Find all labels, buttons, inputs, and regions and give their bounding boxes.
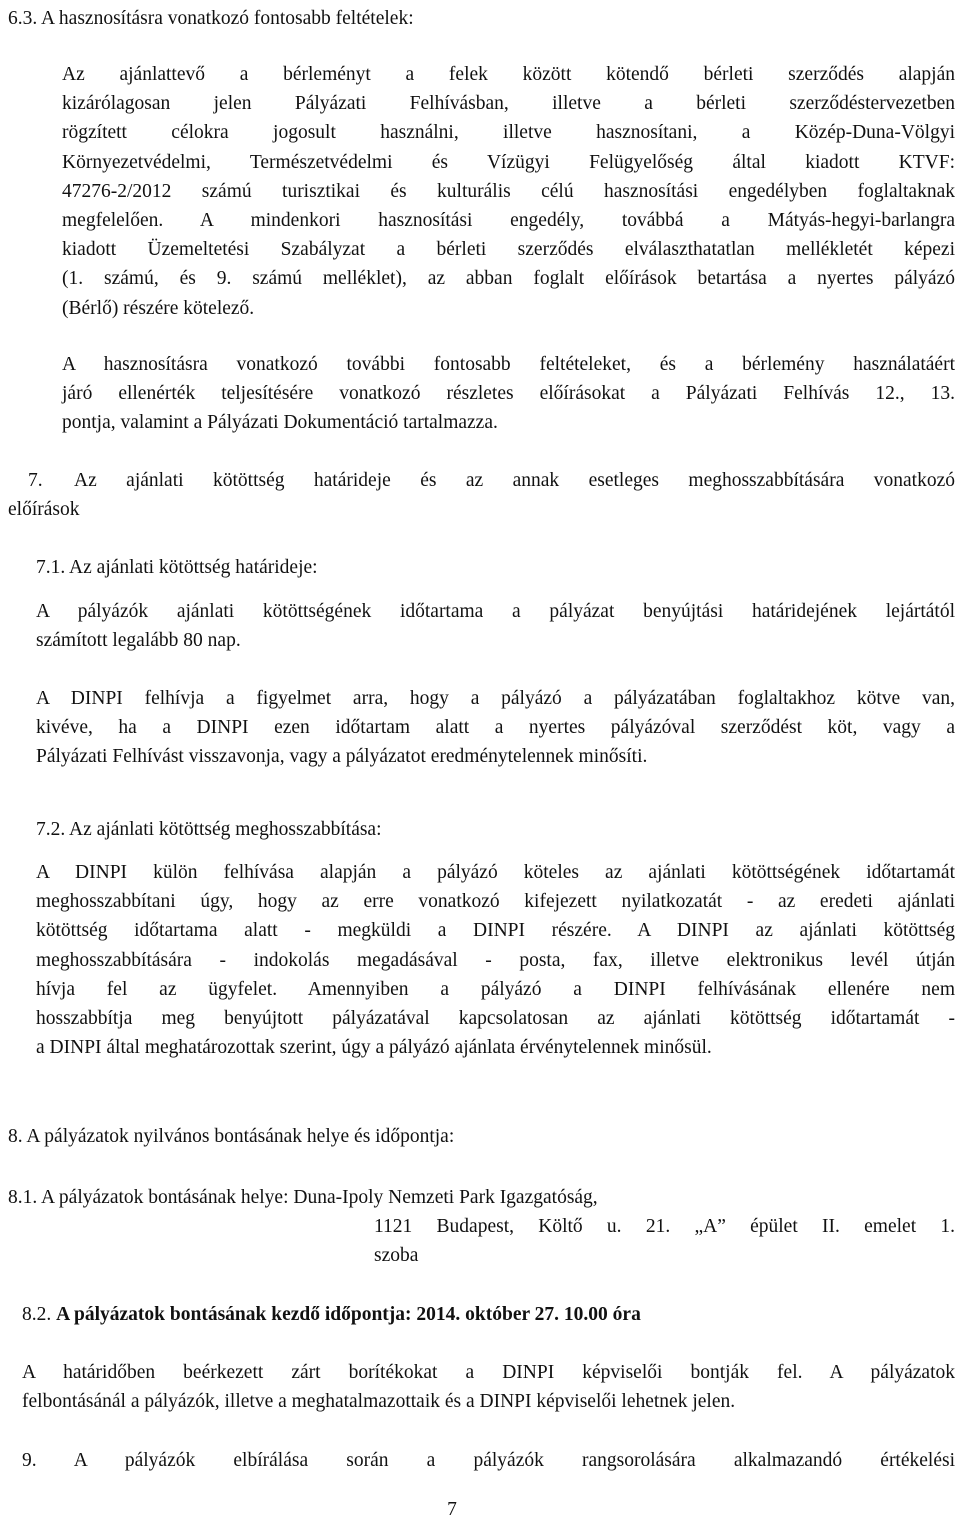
text-line: A határidőben beérkezett zárt borítékokat a DINPI képviselői bontják fel. A pályázatok — [22, 1362, 955, 1383]
page-number-text: 7 — [447, 1499, 457, 1520]
page-number — [0, 1495, 904, 1524]
text-line: meghosszabbítani úgy, hogy az erre vonatkozó kifejezett nyilatkozatát - az eredeti ajánlati — [36, 891, 955, 913]
text-line: pontja, valamint a Pályázati Dokumentáció tartalmazza. — [62, 412, 498, 434]
heading-text: 7.2. Az ajánlati kötöttség meghosszabbítása: — [36, 819, 382, 840]
text-line: számított legalább 80 nap. — [36, 630, 241, 652]
section-8-heading — [8, 1122, 454, 1151]
text-line: rögzített célokra jogosult használni, illetve hasznosítani, a Közép-Duna-Völgyi — [62, 122, 955, 144]
opening-time: A pályázatok bontásának kezdő időpontja: 2014. október 27. 10.00 óra — [56, 1304, 641, 1325]
section-7-1-paragraph-1 — [36, 597, 955, 655]
text-line: kiadott Üzemeltetési Szabályzat a bérleti szerződés elválaszthatatlan mellékletét képezi — [62, 239, 955, 261]
heading-text: 7.1. Az ajánlati kötöttség határideje: — [36, 557, 318, 578]
section-number: 8.2. — [22, 1304, 52, 1325]
location-prefix: 8.1. A pályázatok bontásának helye: Duna-Ipoly Nemzeti Park Igazgatóság, — [8, 1187, 598, 1208]
text-line: (1. számú, és 9. számú melléklet), az abban foglalt előírások betartása a nyertes pályázó — [62, 268, 955, 290]
text-line: kizárólagosan jelen Pályázati Felhívásban, illetve a bérleti szerződéstervezetben — [62, 93, 955, 115]
text-line: Környezetvédelmi, Természetvédelmi és Vízügyi Felügyelőség által kiadott KTVF: — [62, 151, 955, 173]
section-7-1-paragraph-2 — [36, 684, 955, 772]
text-line: hosszabbítja meg benyújtott pályázatával kapcsolatosan az ajánlati kötöttség időtartamát - — [36, 1008, 955, 1030]
text-line: 47276-2/2012 számú turisztikai és kulturális célú hasznosítási engedélyben foglaltaknak — [62, 180, 955, 202]
text-line: Pályázati Felhívást visszavonja, vagy a pályázatot eredménytelennek minősíti. — [36, 746, 648, 768]
text-line: A DINPI felhívja a figyelmet arra, hogy a pályázó a pályázatában foglaltakhoz kötve van, — [36, 688, 955, 709]
text-line: meghosszabbítására - indokolás megadásával - posta, fax, illetve elektronikus levél útján — [36, 949, 955, 971]
heading-text: 6.3. A hasznosításra vonatkozó fontosabb feltételek: — [8, 8, 414, 29]
section-6-3-heading — [8, 4, 414, 33]
section-6-3-paragraph-2 — [62, 350, 955, 438]
heading-text: 8. A pályázatok nyilvános bontásának helye és időpontja: — [8, 1126, 455, 1147]
text-line: kötöttség időtartama alatt - megküldi a DINPI részére. A DINPI az ajánlati kötöttség — [36, 920, 955, 942]
section-8-1-address — [374, 1212, 955, 1270]
section-7-heading — [8, 466, 955, 524]
section-8-2-line — [22, 1300, 641, 1329]
heading-text: Az ajánlati kötöttség határideje és az annak esetleges meghosszabbítására vonatkozó — [74, 470, 955, 491]
text-line: A hasznosításra vonatkozó további fontosabb feltételeket, és a bérlemény használatáért — [62, 354, 955, 375]
heading-text: 9. A pályázók elbírálása során a pályázók rangsorolására alkalmazandó értékelési — [22, 1450, 955, 1471]
section-7-1-heading — [36, 553, 318, 582]
section-8-paragraph-1 — [22, 1358, 955, 1416]
text-line: (Bérlő) részére kötelező. — [62, 297, 255, 319]
text-line: A DINPI külön felhívása alapján a pályázó köteles az ajánlati kötöttségének időtartamát — [36, 862, 955, 883]
section-7-2-paragraph-1 — [36, 858, 955, 1062]
text-line: A pályázók ajánlati kötöttségének időtartama a pályázat benyújtási határidejének lejártától — [36, 601, 955, 622]
heading-number: 7. — [28, 470, 43, 491]
heading-line-1 — [8, 466, 955, 495]
text-line: kivéve, ha a DINPI ezen időtartam alatt a nyertes pályázóval szerződést köt, vagy a — [36, 717, 955, 739]
text-line: a DINPI által meghatározottak szerint, úgy a pályázó ajánlata érvénytelennek minősül. — [36, 1037, 712, 1059]
text-line: hívja fel az ügyfelet. Amennyiben a pályázó a DINPI felhívásának ellenére nem — [36, 978, 955, 1000]
section-8-1 — [8, 1183, 955, 1212]
text-line: megfelelően. A mindenkori hasznosítási engedély, továbbá a Mátyás-hegyi-barlangra — [62, 210, 955, 232]
heading-line-2: előírások — [8, 499, 80, 521]
text-line: járó ellenérték teljesítésére vonatkozó részletes előírásokat a Pályázati Felhívás 12., 13. — [62, 383, 955, 405]
address-line: 1121 Budapest, Költő u. 21. „A” épület II. emelet 1. — [374, 1216, 955, 1237]
text-line: Az ajánlattevő a bérleményt a felek között kötendő bérleti szerződés alapján — [62, 64, 955, 85]
section-9-heading — [22, 1446, 955, 1475]
section-6-3-paragraph-1 — [62, 60, 955, 323]
address-line-2: szoba — [374, 1245, 419, 1267]
section-8-2 — [22, 1300, 641, 1329]
section-7-2-heading — [36, 815, 382, 844]
text-line: felbontásánál a pályázók, illetve a meghatalmazottaik és a DINPI képviselői lehetnek jelen. — [22, 1391, 736, 1413]
